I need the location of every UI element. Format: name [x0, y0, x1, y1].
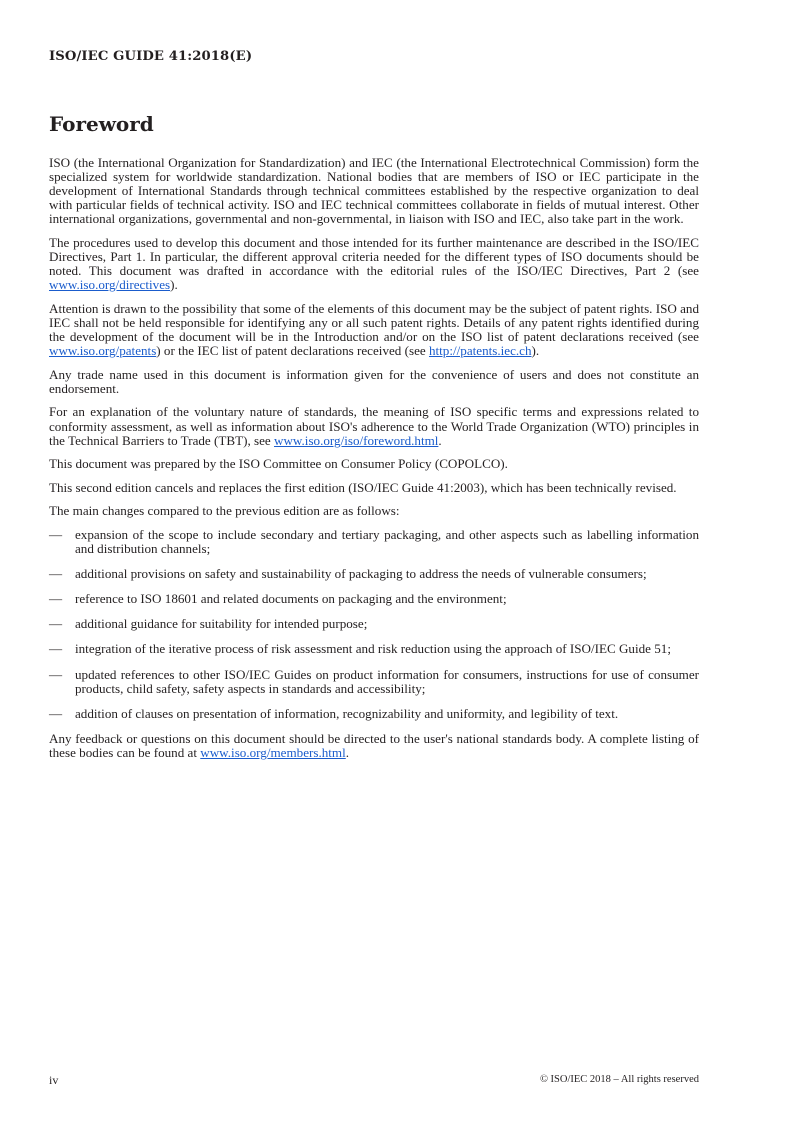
list-item-text: expansion of the scope to include secondary and tertiary packaging, and other aspects such as labelling information and distribution channels; — [75, 526, 699, 557]
paragraph-patents-end: ). — [531, 343, 540, 359]
list-item-text: integration of the iterative process of risk assessment and risk reduction using the approach of ISO/IEC Guide 51; — [75, 641, 671, 657]
dash-marker: — — [49, 526, 63, 542]
paragraph-feedback — [49, 732, 699, 760]
dash-marker: — — [49, 666, 63, 682]
link-directives[interactable]: www.iso.org/directives — [49, 277, 171, 293]
paragraph-voluntary-end: . — [438, 432, 442, 448]
list-item-text: reference to ISO 18601 and related documents on packaging and the environment; — [75, 591, 507, 607]
list-item — [49, 592, 699, 606]
link-iec-patents[interactable]: http://patents.iec.ch — [428, 343, 532, 359]
paragraph-committee: This document was prepared by the ISO Committee on Consumer Policy (COPOLCO). — [49, 456, 508, 472]
link-members[interactable]: www.iso.org/members.html — [200, 744, 346, 760]
page-footer — [49, 1073, 699, 1088]
paragraph-feedback-end: . — [345, 744, 350, 760]
paragraph-changes-intro: The main changes compared to the previous edition are as follows: — [49, 503, 400, 519]
changes-list — [49, 528, 699, 721]
document-page — [49, 0, 699, 1122]
list-item-text: addition of clauses on presentation of information, recognizability and uniformity, and legibility of text. — [75, 705, 619, 721]
paragraph-edition: This second edition cancels and replaces the first edition (ISO/IEC Guide 41:2003), which has been technically revised. — [49, 479, 677, 495]
paragraph-procedures-text: The procedures used to develop this document and those intended for its further maintenance are described in the ISO/IEC Directives, Part 1. In particular, the different approval criteria needed for the different types of ISO documents should be noted. This document was drafted in accordance with the editorial rules of the ISO/IEC Directives, Part 2 (see — [49, 234, 699, 279]
paragraph-patents-mid: ) or the IEC list of patent declarations received (see — [156, 343, 429, 359]
foreword-body — [49, 156, 699, 770]
list-item — [49, 617, 699, 631]
copyright-notice: © ISO/IEC 2018 – All rights reserved — [539, 1074, 699, 1085]
link-foreword[interactable]: www.iso.org/iso/foreword.html — [274, 432, 439, 448]
document-id-header: ISO/IEC GUIDE 41:2018(E) — [49, 49, 253, 64]
page-number: iv — [49, 1073, 59, 1087]
dash-marker: — — [49, 566, 63, 582]
list-item-text: updated references to other ISO/IEC Guides on product information for consumers, instructions for use of consumer products, child safety, safety aspects in standards and accessibility; — [75, 666, 699, 696]
section-title: Foreword — [49, 112, 154, 136]
paragraph-procedures-end: ). — [170, 277, 178, 293]
paragraph-patents — [49, 302, 699, 358]
paragraph-patents-text: Attention is drawn to the possibility that some of the elements of this document may be the subject of patent rights. ISO and IEC shall not be held responsible for identifying any or all such patent rights. Details of any patent rights identified during the development of the document will be in the Introduction and/or on the ISO list of patent declarations received (see — [49, 300, 699, 345]
list-item-text: additional guidance for suitability for intended purpose; — [75, 616, 368, 632]
paragraph-iso-iec: ISO (the International Organization for Standardization) and IEC (the International Electrotechnical Commission) form the specialized system for worldwide standardization. National bodies that are members of ISO or IEC participate in the development of International Standards through technical committees established by the respective organization to deal with particular fields of technical activity. ISO and IEC technical committees collaborate in fields of mutual interest. Other international organizations, governmental and non-governmental, in liaison with ISO and IEC, also take part in the work. — [49, 155, 699, 227]
paragraph-feedback-text: Any feedback or questions on this document should be directed to the user's national standards body. A complete listing of these bodies can be found at — [49, 730, 699, 760]
dash-marker: — — [49, 591, 63, 607]
dash-marker: — — [49, 616, 63, 632]
list-item — [49, 707, 699, 721]
dash-marker: — — [49, 705, 63, 721]
link-iso-patents[interactable]: www.iso.org/patents — [49, 343, 157, 359]
list-item — [49, 668, 699, 696]
paragraph-voluntary-text: For an explanation of the voluntary nature of standards, the meaning of ISO specific terms and expressions related to conformity assessment, as well as information about ISO's adherence to the World Trade Organization (WTO) principles in the Technical Barriers to Trade (TBT), see — [49, 404, 699, 448]
dash-marker: — — [49, 641, 63, 657]
paragraph-procedures — [49, 236, 699, 292]
list-item-text: additional provisions on safety and sustainability of packaging to address the needs of vulnerable consumers; — [75, 566, 647, 582]
list-item — [49, 567, 699, 581]
paragraph-trade-name: Any trade name used in this document is information given for the convenience of users and does not constitute an endorsement. — [49, 366, 699, 396]
list-item — [49, 642, 699, 656]
paragraph-voluntary — [49, 405, 699, 447]
list-item — [49, 528, 699, 556]
